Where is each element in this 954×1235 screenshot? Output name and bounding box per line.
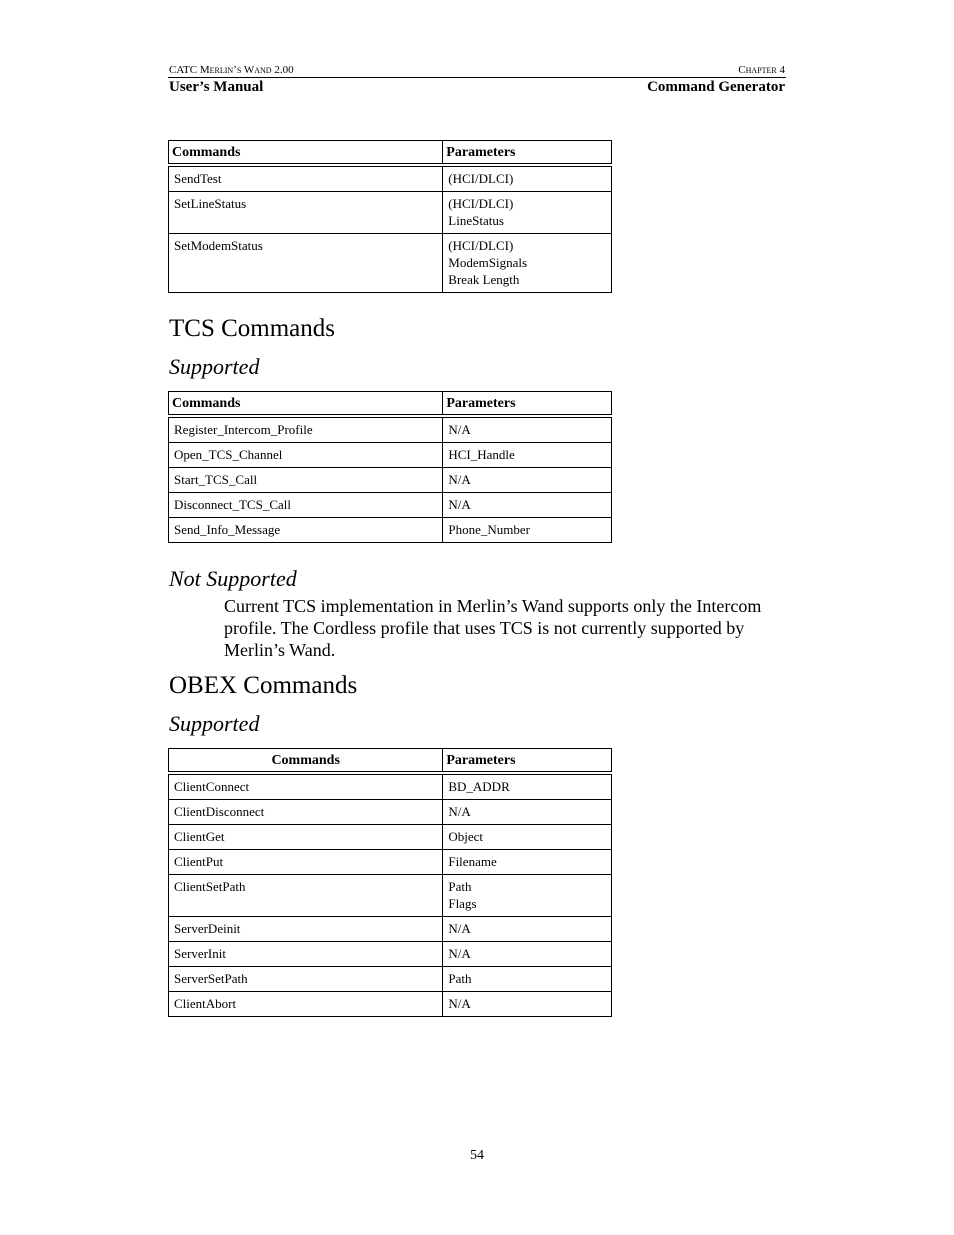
table-header-parameters: Parameters: [443, 141, 612, 166]
parameter-value: N/A: [448, 472, 471, 487]
table-row: [169, 850, 612, 875]
command-cell: ClientConnect: [169, 773, 443, 800]
section-title-obex: OBEX Commands: [169, 672, 358, 699]
table-row: [169, 917, 612, 942]
parameter-value: HCI_Handle: [448, 447, 515, 462]
parameter-value: Break Length: [448, 272, 520, 287]
parameters-cell: [443, 192, 612, 234]
parameters-cell: [443, 917, 612, 942]
parameter-value: N/A: [448, 497, 471, 512]
parameter-value: N/A: [448, 921, 471, 936]
parameter-value: ModemSignals: [448, 255, 528, 270]
parameter-value: N/A: [448, 996, 471, 1011]
table-header-parameters: Parameters: [443, 749, 612, 774]
table-row: [169, 443, 612, 468]
command-cell: Disconnect_TCS_Call: [169, 493, 443, 518]
table-row: [169, 493, 612, 518]
command-cell: Register_Intercom_Profile: [169, 416, 443, 443]
parameter-value: N/A: [448, 422, 471, 437]
parameter-value: Flags: [448, 896, 477, 911]
table-row: [169, 992, 612, 1017]
parameters-cell: [443, 234, 612, 293]
commands-table-obex: [168, 748, 612, 1017]
command-cell: SetModemStatus: [169, 234, 443, 293]
parameters-cell: [443, 416, 612, 443]
running-header-section: Command Generator: [647, 79, 785, 95]
table-row: [169, 234, 612, 293]
tcs-not-supported-paragraph: Current TCS implementation in Merlin’s Wand supports only the Intercom profile. The Cordless profile that uses TCS is not currently supported by Merlin’s Wand.: [224, 596, 762, 660]
table-row: [169, 825, 612, 850]
table-row: [169, 800, 612, 825]
parameter-value: Path: [448, 971, 472, 986]
parameter-value: Filename: [448, 854, 497, 869]
page-number: 54: [470, 1148, 484, 1163]
parameters-cell: [443, 773, 612, 800]
parameters-cell: [443, 493, 612, 518]
section-title-tcs: TCS Commands: [169, 315, 335, 342]
table-header-parameters: Parameters: [443, 392, 612, 417]
command-cell: ServerDeinit: [169, 917, 443, 942]
parameters-cell: [443, 443, 612, 468]
command-cell: ClientPut: [169, 850, 443, 875]
parameters-cell: [443, 468, 612, 493]
table-row: [169, 416, 612, 443]
command-cell: ServerSetPath: [169, 967, 443, 992]
command-cell: ServerInit: [169, 942, 443, 967]
command-cell: SendTest: [169, 165, 443, 192]
parameter-value: Path: [448, 879, 472, 894]
parameters-cell: [443, 800, 612, 825]
parameter-value: Phone_Number: [448, 522, 530, 537]
parameter-value: N/A: [448, 946, 471, 961]
parameter-value: BD_ADDR: [448, 779, 510, 794]
subheading-tcs-not-supported: Not Supported: [169, 566, 297, 591]
table-row: [169, 192, 612, 234]
command-cell: SetLineStatus: [169, 192, 443, 234]
command-cell: Start_TCS_Call: [169, 468, 443, 493]
table-row: [169, 942, 612, 967]
running-header-manual: User’s Manual: [169, 79, 264, 95]
command-cell: ClientGet: [169, 825, 443, 850]
table-row: [169, 773, 612, 800]
table-row: [169, 468, 612, 493]
table-row: [169, 518, 612, 543]
parameter-value: (HCI/DLCI): [448, 238, 514, 253]
parameters-cell: [443, 967, 612, 992]
parameters-cell: [443, 165, 612, 192]
command-cell: ClientDisconnect: [169, 800, 443, 825]
parameter-value: N/A: [448, 804, 471, 819]
commands-table-tcs: [168, 391, 612, 543]
table-header-commands: Commands: [169, 392, 443, 417]
parameter-value: LineStatus: [448, 213, 504, 228]
table-header-commands: Commands: [169, 141, 443, 166]
parameters-cell: [443, 518, 612, 543]
table-row: [169, 967, 612, 992]
running-header-chapter: Chapter 4: [738, 64, 785, 76]
parameter-value: Object: [448, 829, 483, 844]
command-cell: Open_TCS_Channel: [169, 443, 443, 468]
table-row: [169, 875, 612, 917]
commands-table-rfcomm: [168, 140, 612, 293]
command-cell: Send_Info_Message: [169, 518, 443, 543]
command-cell: ClientAbort: [169, 992, 443, 1017]
table-header-commands: Commands: [169, 749, 443, 774]
subheading-obex-supported: Supported: [169, 711, 260, 736]
parameters-cell: [443, 875, 612, 917]
parameter-value: (HCI/DLCI): [448, 196, 514, 211]
parameters-cell: [443, 992, 612, 1017]
parameter-value: (HCI/DLCI): [448, 171, 514, 186]
parameters-cell: [443, 942, 612, 967]
running-header-title: CATC Merlin’s Wand 2.00: [169, 64, 294, 76]
subheading-tcs-supported: Supported: [169, 354, 260, 379]
command-cell: ClientSetPath: [169, 875, 443, 917]
table-row: [169, 165, 612, 192]
parameters-cell: [443, 850, 612, 875]
parameters-cell: [443, 825, 612, 850]
